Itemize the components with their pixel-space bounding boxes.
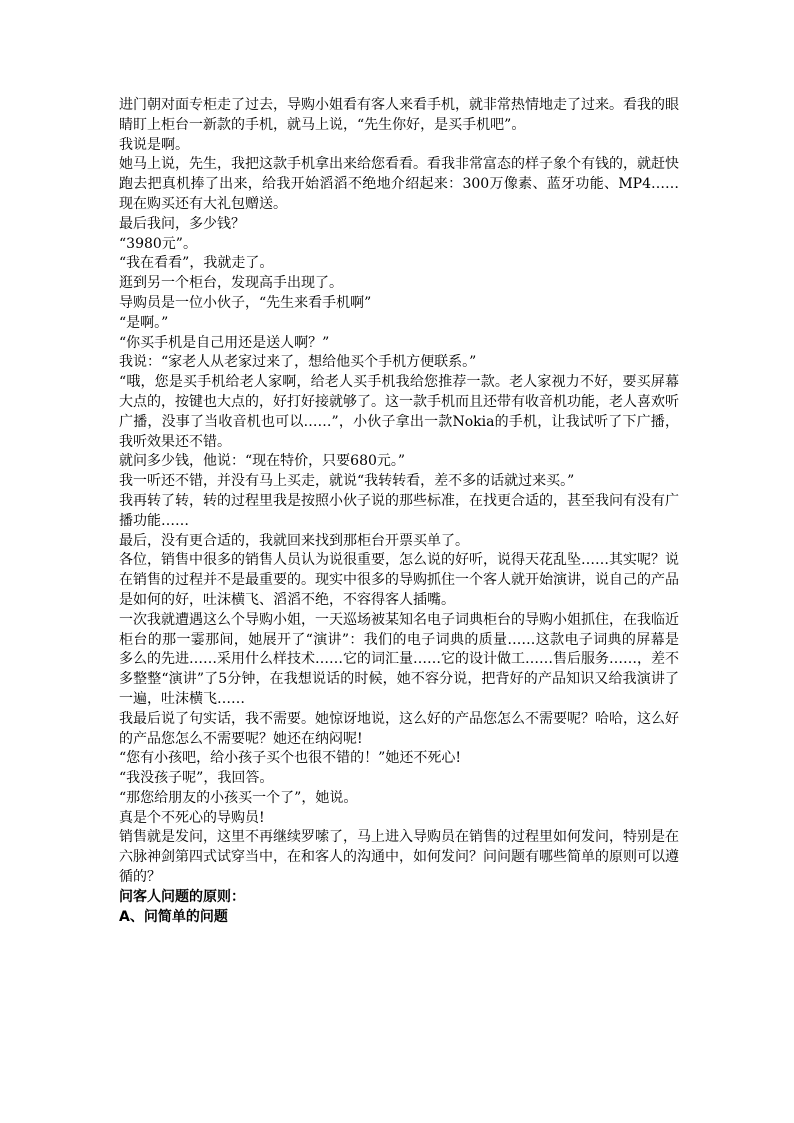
paragraph: 各位，销售中很多的销售人员认为说很重要，怎么说的好听，说得天花乱坠……其实呢？说在销售的过程并不是最重要的。现实中很多的导购抓住一个客人就开始演讲，说自己的产品是如何的好，吐沫横飞、滔滔不绝，不容得客人插嘴。 (119, 552, 679, 608)
paragraph: 逛到另一个柜台，发现高手出现了。 (119, 275, 343, 292)
paragraph: 就问多少钱，他说：“现在特价，只要680元。” (119, 453, 406, 470)
paragraph: 她马上说，先生，我把这款手机拿出来给您看看。看我非常富态的样子象个有钱的，就赶快跑去把真机捧了出来，给我开始滔滔不绝地介绍起来：300万像素、蓝牙功能、MP4……现在购买还有大礼包赠送。 (119, 156, 679, 212)
paragraph: 一次我就遭遇这么个导购小姐，一天巡场被某知名电子词典柜台的导购小姐抓住，在我临近柜台的那一霎那间，她展开了“演讲”：我们的电子词典的质量……这款电子词典的屏幕是多么的先进……采用什么样技术……它的词汇量……它的设计做工……售后服务……，差不多整整“演讲”了5分钟，在我想说话的时候，她不容分说，把背好的产品知识又给我演讲了一遍，吐沫横飞…… (119, 611, 679, 707)
paragraph: 最后我问，多少钱？ (119, 215, 245, 232)
paragraph: “那您给朋友的小孩买一个了”，她说。 (119, 789, 358, 806)
subsection-heading: A、问简单的问题 (119, 908, 228, 925)
paragraph: 进门朝对面专柜走了过去，导购小姐看有客人来看手机，就非常热情地走了过来。看我的眼睛盯上柜台一新款的手机，就马上说，“先生你好，是买手机吧”。 (119, 97, 679, 133)
paragraph: “我在看看”，我就走了。 (119, 255, 274, 272)
paragraph: “你买手机是自己用还是送人啊？” (119, 334, 330, 351)
paragraph: “是啊。” (119, 314, 169, 331)
paragraph: “3980元”。 (119, 235, 197, 252)
paragraph: 我说：“家老人从老家过来了，想给他买个手机方便联系。” (119, 354, 477, 371)
paragraph: 我说是啊。 (119, 136, 189, 153)
paragraph: “我没孩子呢”，我回答。 (119, 770, 274, 787)
paragraph: 最后，没有更合适的，我就回来找到那柜台开票买单了。 (119, 532, 469, 549)
section-heading: 问客人问题的原则： (119, 888, 245, 905)
paragraph: 导购员是一位小伙子，“先生来看手机啊” (119, 294, 372, 311)
paragraph: 销售就是发问，这里不再继续罗嗦了，马上进入导购员在销售的过程里如何发问，特别是在六脉神剑第四式试穿当中，在和客人的沟通中，如何发问？问问题有哪些简单的原则可以遵循的？ (119, 829, 679, 886)
paragraph: 我最后说了句实话，我不需要。她惊讶地说，这么好的产品您怎么不需要呢？哈哈，这么好的产品您怎么不需要呢？她还在纳闷呢! (119, 710, 679, 747)
paragraph: “您有小孩吧，给小孩子买个也很不错的！”她还不死心! (119, 750, 461, 767)
paragraph: 真是个不死心的导购员! (119, 809, 265, 826)
paragraph: “哦，您是买手机给老人家啊，给老人买手机我给您推荐一款。老人家视力不好，要买屏幕大点的，按键也大点的，好打好接就够了。这一款手机而且还带有收音机功能，老人喜欢听广播，没事了当收音机也可以……”，小伙子拿出一款Nokia的手机，让我试听了下广播，我听效果还不错。 (119, 374, 679, 450)
paragraph: 我一听还不错，并没有马上买走，就说“我转转看，差不多的话就过来买。” (119, 473, 575, 490)
paragraph: 我再转了转，转的过程里我是按照小伙子说的那些标准，在找更合适的，甚至我问有没有广播功能…… (119, 492, 679, 529)
document-body (119, 96, 679, 927)
